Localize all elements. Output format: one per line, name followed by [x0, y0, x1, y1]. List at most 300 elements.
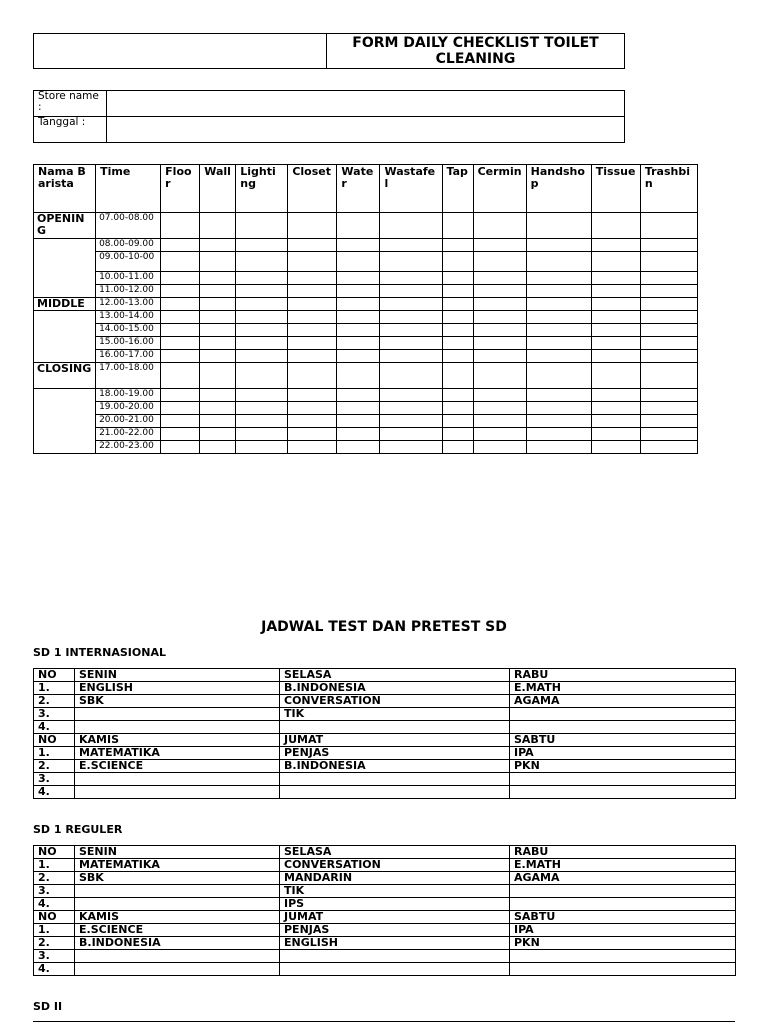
check-cell[interactable]	[473, 441, 526, 454]
checklist-row	[34, 324, 698, 337]
schedule-cell: ENGLISH	[75, 682, 280, 695]
check-cell[interactable]	[591, 324, 640, 337]
schedule-cell	[75, 773, 280, 786]
check-cell[interactable]	[161, 252, 200, 272]
check-cell[interactable]	[288, 415, 337, 428]
schedule-cell: 4.	[34, 786, 75, 799]
check-cell[interactable]	[526, 298, 591, 311]
check-cell[interactable]	[442, 428, 473, 441]
schedule-table-sd1-reguler	[33, 845, 736, 976]
check-cell[interactable]	[288, 363, 337, 389]
checklist-header-cell: Trashbin	[640, 165, 697, 213]
schedule-cell	[75, 786, 280, 799]
check-cell[interactable]	[337, 428, 380, 441]
check-cell[interactable]	[442, 337, 473, 350]
check-cell[interactable]	[161, 363, 200, 389]
checklist-header-cell: Handshop	[526, 165, 591, 213]
schedule-cell	[75, 963, 280, 976]
checklist-header-cell: Tap	[442, 165, 473, 213]
schedule-cell: IPA	[510, 747, 736, 760]
time-slot: 14.00-15.00	[96, 324, 161, 337]
checklist-row	[34, 239, 698, 252]
schedule-cell: 2.	[34, 695, 75, 708]
check-cell[interactable]	[288, 350, 337, 363]
check-cell[interactable]	[526, 363, 591, 389]
schedule-row	[34, 859, 736, 872]
check-cell[interactable]	[526, 311, 591, 324]
check-cell[interactable]	[526, 428, 591, 441]
sd-ii-table-edge	[33, 1021, 735, 1025]
check-cell[interactable]	[380, 272, 442, 285]
check-cell[interactable]	[442, 363, 473, 389]
check-cell[interactable]	[288, 402, 337, 415]
check-cell[interactable]	[288, 337, 337, 350]
check-cell[interactable]	[337, 415, 380, 428]
check-cell[interactable]	[640, 239, 697, 252]
check-cell[interactable]	[288, 252, 337, 272]
schedule-cell: SENIN	[75, 846, 280, 859]
check-cell[interactable]	[591, 252, 640, 272]
checklist-header-cell: Closet	[288, 165, 337, 213]
schedule-cell: RABU	[510, 846, 736, 859]
section-title-sd-ii: SD II	[33, 1000, 63, 1013]
schedule-cell: 2.	[34, 937, 75, 950]
check-cell[interactable]	[640, 441, 697, 454]
check-cell[interactable]	[200, 428, 236, 441]
check-cell[interactable]	[380, 415, 442, 428]
check-cell[interactable]	[442, 239, 473, 252]
tanggal-label: Tanggal :	[34, 117, 107, 143]
check-cell[interactable]	[288, 324, 337, 337]
schedule-cell: TIK	[280, 885, 510, 898]
check-cell[interactable]	[161, 298, 200, 311]
check-cell[interactable]	[236, 252, 288, 272]
check-cell[interactable]	[200, 285, 236, 298]
check-cell[interactable]	[200, 389, 236, 402]
check-cell[interactable]	[236, 337, 288, 350]
check-cell[interactable]	[161, 441, 200, 454]
check-cell[interactable]	[526, 415, 591, 428]
schedule-row	[34, 721, 736, 734]
check-cell[interactable]	[337, 285, 380, 298]
check-cell[interactable]	[236, 363, 288, 389]
shift-blank-cell	[34, 311, 96, 363]
check-cell[interactable]	[380, 311, 442, 324]
check-cell[interactable]	[640, 402, 697, 415]
schedule-cell: NO	[34, 734, 75, 747]
check-cell[interactable]	[526, 252, 591, 272]
schedule-cell	[75, 708, 280, 721]
time-slot: 16.00-17.00	[96, 350, 161, 363]
check-cell[interactable]	[288, 389, 337, 402]
check-cell[interactable]	[337, 252, 380, 272]
check-cell[interactable]	[337, 311, 380, 324]
check-cell[interactable]	[236, 285, 288, 298]
schedule-cell: AGAMA	[510, 872, 736, 885]
check-cell[interactable]	[640, 213, 697, 239]
check-cell[interactable]	[236, 324, 288, 337]
check-cell[interactable]	[473, 239, 526, 252]
check-cell[interactable]	[526, 213, 591, 239]
check-cell[interactable]	[337, 363, 380, 389]
check-cell[interactable]	[161, 272, 200, 285]
check-cell[interactable]	[161, 324, 200, 337]
schedule-row	[34, 708, 736, 721]
section-title-sd1-reguler: SD 1 REGULER	[33, 823, 123, 836]
check-cell[interactable]	[640, 350, 697, 363]
schedule-cell	[280, 773, 510, 786]
schedule-cell: 4.	[34, 963, 75, 976]
check-cell[interactable]	[442, 311, 473, 324]
checklist-header-cell: Water	[337, 165, 380, 213]
check-cell[interactable]	[236, 298, 288, 311]
shift-blank-cell	[34, 239, 96, 298]
schedule-cell: IPA	[510, 924, 736, 937]
shift-label: OPENING	[34, 213, 96, 239]
check-cell[interactable]	[442, 298, 473, 311]
schedule-cell: B.INDONESIA	[75, 937, 280, 950]
check-cell[interactable]	[161, 428, 200, 441]
schedule-row	[34, 695, 736, 708]
check-cell[interactable]	[200, 363, 236, 389]
check-cell[interactable]	[200, 441, 236, 454]
schedule-cell: CONVERSATION	[280, 859, 510, 872]
check-cell[interactable]	[161, 337, 200, 350]
schedule-cell: 4.	[34, 721, 75, 734]
check-cell[interactable]	[380, 252, 442, 272]
schedule-cell	[280, 721, 510, 734]
check-cell[interactable]	[236, 272, 288, 285]
check-cell[interactable]	[442, 350, 473, 363]
check-cell[interactable]	[591, 272, 640, 285]
check-cell[interactable]	[337, 272, 380, 285]
check-cell[interactable]	[380, 213, 442, 239]
schedule-row	[34, 963, 736, 976]
check-cell[interactable]	[526, 337, 591, 350]
check-cell[interactable]	[591, 415, 640, 428]
check-cell[interactable]	[200, 213, 236, 239]
schedule-cell: E.SCIENCE	[75, 924, 280, 937]
check-cell[interactable]	[591, 350, 640, 363]
checklist-row	[34, 213, 698, 239]
check-cell[interactable]	[473, 389, 526, 402]
check-cell[interactable]	[236, 239, 288, 252]
time-slot: 12.00-13.00	[96, 298, 161, 311]
checklist-header-cell: Cermin	[473, 165, 526, 213]
schedule-cell: 4.	[34, 898, 75, 911]
check-cell[interactable]	[442, 415, 473, 428]
check-cell[interactable]	[161, 415, 200, 428]
check-cell[interactable]	[161, 213, 200, 239]
check-cell[interactable]	[288, 311, 337, 324]
checklist-body	[34, 213, 698, 454]
schedule-cell	[280, 963, 510, 976]
check-cell[interactable]	[473, 311, 526, 324]
check-cell[interactable]	[380, 239, 442, 252]
schedule-cell: SENIN	[75, 669, 280, 682]
check-cell[interactable]	[200, 402, 236, 415]
check-cell[interactable]	[591, 363, 640, 389]
schedule-cell: JUMAT	[280, 734, 510, 747]
check-cell[interactable]	[161, 311, 200, 324]
schedule-cell: ENGLISH	[280, 937, 510, 950]
tanggal-field[interactable]	[107, 117, 625, 143]
schedule-cell: 1.	[34, 682, 75, 695]
checklist-header-cell: Tissue	[591, 165, 640, 213]
schedule-cell: NO	[34, 669, 75, 682]
time-slot: 13.00-14.00	[96, 311, 161, 324]
check-cell[interactable]	[526, 389, 591, 402]
check-cell[interactable]	[442, 324, 473, 337]
time-slot: 19.00-20.00	[96, 402, 161, 415]
check-cell[interactable]	[442, 441, 473, 454]
jadwal-title: JADWAL TEST DAN PRETEST SD	[261, 619, 507, 635]
check-cell[interactable]	[337, 239, 380, 252]
check-cell[interactable]	[591, 402, 640, 415]
check-cell[interactable]	[380, 337, 442, 350]
check-cell[interactable]	[473, 402, 526, 415]
check-cell[interactable]	[526, 402, 591, 415]
check-cell[interactable]	[640, 252, 697, 272]
check-cell[interactable]	[337, 441, 380, 454]
form-title: FORM DAILY CHECKLIST TOILET CLEANING	[327, 34, 625, 69]
schedule-cell: MANDARIN	[280, 872, 510, 885]
check-cell[interactable]	[473, 252, 526, 272]
schedule-cell: 1.	[34, 747, 75, 760]
checklist-row	[34, 402, 698, 415]
check-cell[interactable]	[640, 272, 697, 285]
checklist-header-row	[34, 165, 698, 213]
time-slot: 11.00-12.00	[96, 285, 161, 298]
check-cell[interactable]	[640, 428, 697, 441]
checklist-row	[34, 337, 698, 350]
check-cell[interactable]	[526, 272, 591, 285]
check-cell[interactable]	[200, 324, 236, 337]
checklist-row	[34, 285, 698, 298]
schedule-cell: PKN	[510, 937, 736, 950]
time-slot: 17.00-18.00	[96, 363, 161, 389]
check-cell[interactable]	[337, 213, 380, 239]
check-cell[interactable]	[442, 252, 473, 272]
check-cell[interactable]	[288, 239, 337, 252]
checklist-header-cell: Nama Barista	[34, 165, 96, 213]
schedule-row	[34, 747, 736, 760]
store-name-field[interactable]	[107, 91, 625, 117]
check-cell[interactable]	[288, 213, 337, 239]
check-cell[interactable]	[380, 285, 442, 298]
check-cell[interactable]	[640, 285, 697, 298]
schedule-cell: RABU	[510, 669, 736, 682]
schedule-cell	[75, 898, 280, 911]
checklist-row	[34, 350, 698, 363]
check-cell[interactable]	[200, 298, 236, 311]
check-cell[interactable]	[442, 213, 473, 239]
schedule-row	[34, 924, 736, 937]
checklist-header-cell: Wastafel	[380, 165, 442, 213]
check-cell[interactable]	[380, 428, 442, 441]
check-cell[interactable]	[526, 441, 591, 454]
schedule-row	[34, 734, 736, 747]
form-header-blank-cell	[34, 34, 327, 69]
check-cell[interactable]	[591, 298, 640, 311]
schedule-cell	[75, 885, 280, 898]
schedule-cell	[280, 786, 510, 799]
check-cell[interactable]	[473, 298, 526, 311]
check-cell[interactable]	[200, 239, 236, 252]
check-cell[interactable]	[288, 298, 337, 311]
check-cell[interactable]	[526, 285, 591, 298]
time-slot: 21.00-22.00	[96, 428, 161, 441]
check-cell[interactable]	[473, 363, 526, 389]
check-cell[interactable]	[236, 428, 288, 441]
schedule-row	[34, 885, 736, 898]
check-cell[interactable]	[288, 428, 337, 441]
check-cell[interactable]	[380, 324, 442, 337]
check-cell[interactable]	[591, 285, 640, 298]
check-cell[interactable]	[640, 415, 697, 428]
check-cell[interactable]	[640, 363, 697, 389]
check-cell[interactable]	[473, 213, 526, 239]
check-cell[interactable]	[161, 285, 200, 298]
checklist-row	[34, 441, 698, 454]
check-cell[interactable]	[337, 298, 380, 311]
schedule-cell: SBK	[75, 695, 280, 708]
checklist-row	[34, 298, 698, 311]
check-cell[interactable]	[640, 324, 697, 337]
check-cell[interactable]	[200, 415, 236, 428]
time-slot: 07.00-08.00	[96, 213, 161, 239]
schedule-row	[34, 898, 736, 911]
check-cell[interactable]	[442, 402, 473, 415]
check-cell[interactable]	[337, 337, 380, 350]
check-cell[interactable]	[526, 324, 591, 337]
schedule-cell	[280, 950, 510, 963]
schedule-cell: KAMIS	[75, 734, 280, 747]
check-cell[interactable]	[200, 311, 236, 324]
check-cell[interactable]	[161, 402, 200, 415]
schedule-cell: 2.	[34, 872, 75, 885]
check-cell[interactable]	[236, 213, 288, 239]
check-cell[interactable]	[526, 350, 591, 363]
check-cell[interactable]	[236, 311, 288, 324]
check-cell[interactable]	[236, 441, 288, 454]
check-cell[interactable]	[473, 350, 526, 363]
check-cell[interactable]	[200, 350, 236, 363]
schedule-cell: TIK	[280, 708, 510, 721]
schedule-cell: E.MATH	[510, 682, 736, 695]
check-cell[interactable]	[337, 389, 380, 402]
check-cell[interactable]	[236, 402, 288, 415]
check-cell[interactable]	[473, 272, 526, 285]
schedule-row	[34, 760, 736, 773]
check-cell[interactable]	[442, 389, 473, 402]
check-cell[interactable]	[526, 239, 591, 252]
schedule-cell: MATEMATIKA	[75, 859, 280, 872]
schedule-row	[34, 669, 736, 682]
checklist-header-cell: Wall	[200, 165, 236, 213]
check-cell[interactable]	[591, 213, 640, 239]
check-cell[interactable]	[288, 272, 337, 285]
schedule-cell: MATEMATIKA	[75, 747, 280, 760]
checklist-row	[34, 272, 698, 285]
check-cell[interactable]	[591, 311, 640, 324]
checklist-row	[34, 311, 698, 324]
check-cell[interactable]	[236, 415, 288, 428]
check-cell[interactable]	[337, 350, 380, 363]
check-cell[interactable]	[591, 239, 640, 252]
check-cell[interactable]	[380, 363, 442, 389]
schedule-cell: NO	[34, 911, 75, 924]
section-title-sd1-internasional: SD 1 INTERNASIONAL	[33, 646, 166, 659]
check-cell[interactable]	[591, 389, 640, 402]
schedule-cell: SABTU	[510, 911, 736, 924]
check-cell[interactable]	[442, 272, 473, 285]
check-cell[interactable]	[337, 324, 380, 337]
checklist-row	[34, 389, 698, 402]
schedule-row	[34, 786, 736, 799]
check-cell[interactable]	[473, 415, 526, 428]
check-cell[interactable]	[380, 389, 442, 402]
check-cell[interactable]	[288, 441, 337, 454]
check-cell[interactable]	[591, 337, 640, 350]
check-cell[interactable]	[640, 337, 697, 350]
schedule-cell	[510, 885, 736, 898]
check-cell[interactable]	[161, 350, 200, 363]
check-cell[interactable]	[591, 441, 640, 454]
check-cell[interactable]	[200, 272, 236, 285]
schedule-cell	[510, 898, 736, 911]
check-cell[interactable]	[442, 285, 473, 298]
check-cell[interactable]	[380, 402, 442, 415]
check-cell[interactable]	[640, 311, 697, 324]
checklist-row	[34, 252, 698, 272]
check-cell[interactable]	[161, 389, 200, 402]
check-cell[interactable]	[161, 239, 200, 252]
schedule-cell	[510, 708, 736, 721]
schedule-cell	[75, 721, 280, 734]
schedule-cell: 3.	[34, 885, 75, 898]
check-cell[interactable]	[200, 252, 236, 272]
check-cell[interactable]	[473, 285, 526, 298]
time-slot: 22.00-23.00	[96, 441, 161, 454]
shift-label: MIDDLE	[34, 298, 96, 311]
schedule-cell: 3.	[34, 708, 75, 721]
check-cell[interactable]	[640, 389, 697, 402]
schedule-cell: JUMAT	[280, 911, 510, 924]
check-cell[interactable]	[591, 428, 640, 441]
schedule-row	[34, 773, 736, 786]
check-cell[interactable]	[640, 298, 697, 311]
check-cell[interactable]	[473, 324, 526, 337]
check-cell[interactable]	[337, 402, 380, 415]
check-cell[interactable]	[380, 350, 442, 363]
schedule-cell: 3.	[34, 773, 75, 786]
schedule-cell: SBK	[75, 872, 280, 885]
check-cell[interactable]	[236, 350, 288, 363]
schedule-row	[34, 682, 736, 695]
check-cell[interactable]	[473, 337, 526, 350]
check-cell[interactable]	[236, 389, 288, 402]
check-cell[interactable]	[200, 337, 236, 350]
schedule-cell: 1.	[34, 859, 75, 872]
check-cell[interactable]	[473, 428, 526, 441]
check-cell[interactable]	[380, 441, 442, 454]
shift-blank-cell	[34, 389, 96, 454]
check-cell[interactable]	[380, 298, 442, 311]
schedule-row	[34, 937, 736, 950]
schedule-cell: CONVERSATION	[280, 695, 510, 708]
check-cell[interactable]	[288, 285, 337, 298]
